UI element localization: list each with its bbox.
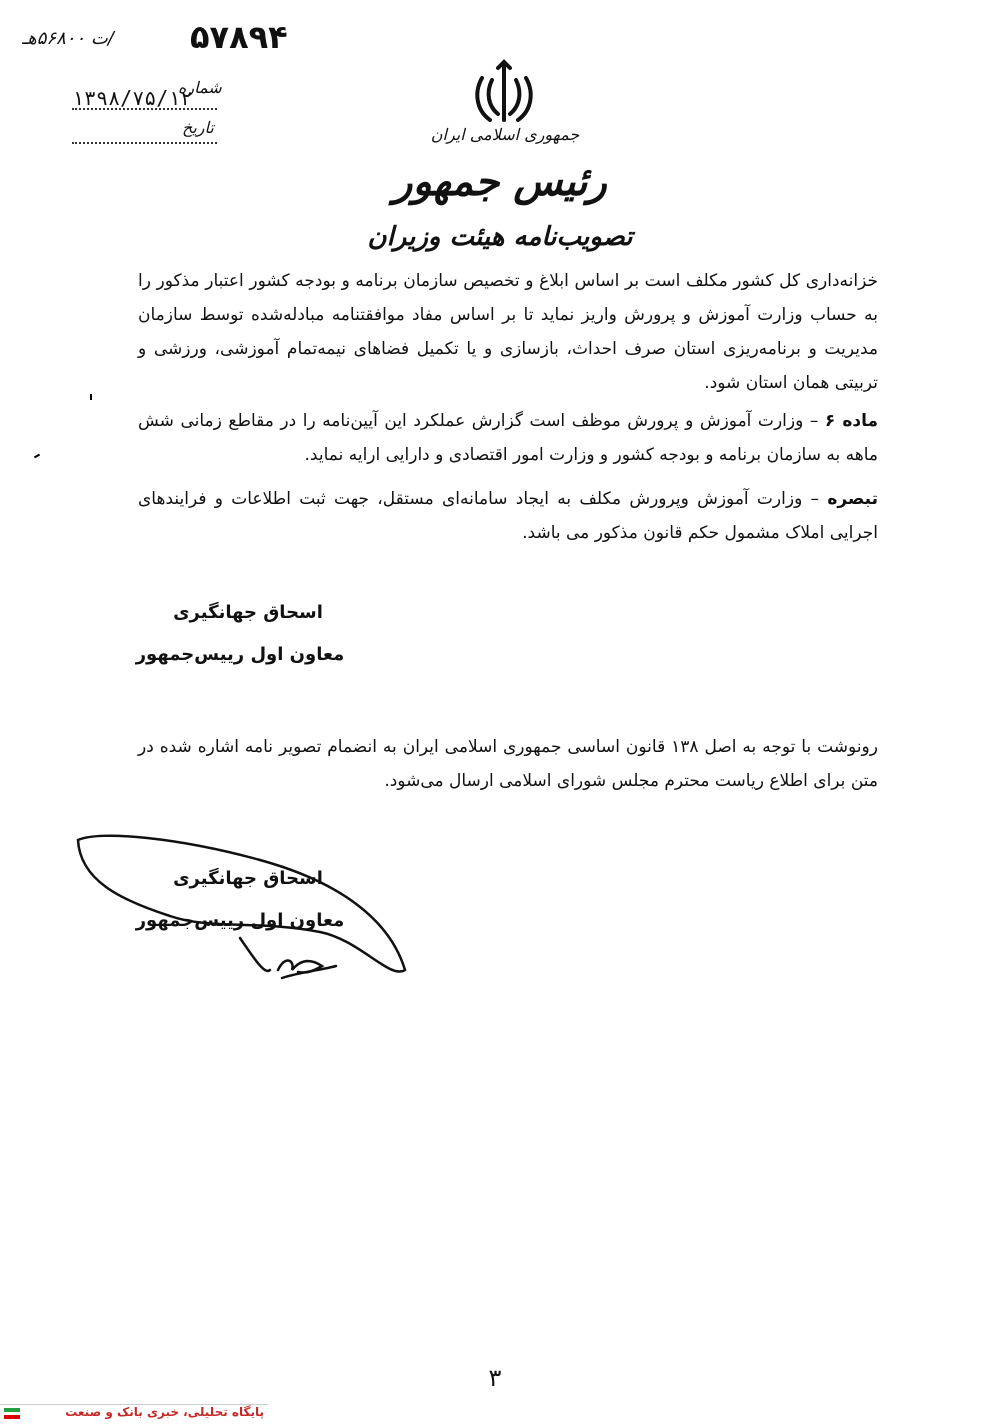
reference-code: /ت ۵۶۸۰۰هـ bbox=[22, 28, 114, 49]
paragraph-article-6 bbox=[138, 404, 878, 472]
date-dotted-line bbox=[72, 142, 217, 144]
note-text: – وزارت آموزش وپرورش مکلف به ایجاد سامانه‌ای مستقل، جهت ثبت اطلاعات و فرایندهای اجرایی املاک مشمول حکم قانون مذکور می باشد. bbox=[138, 489, 878, 543]
article-6-text: – وزارت آموزش و پرورش موظف است گزارش عملکرد این آیین‌نامه را در مقاطع زمانی شش ماهه به سازمان برنامه و بودجه کشور و وزارت امور اقتصادی و دارایی ارایه نماید. bbox=[138, 411, 878, 465]
handwritten-signature bbox=[60, 820, 420, 990]
number-value: ۱۳۹۸/۷۵/۱۲ bbox=[72, 86, 193, 110]
flag-icon bbox=[4, 1408, 20, 1419]
article-6-heading: ماده ۶ bbox=[824, 411, 878, 431]
source-banner-text[interactable]: پایگاه تحلیلی، خبری بانک و صنعت bbox=[65, 1405, 264, 1419]
iran-emblem-icon bbox=[468, 58, 540, 130]
number-dotted-line bbox=[72, 108, 217, 110]
note-heading: تبصره bbox=[827, 489, 878, 509]
signatory-title: معاون اول رییس‌جمهور bbox=[135, 644, 345, 665]
paragraph-note bbox=[138, 482, 878, 550]
document-number: ۵۷۸۹۴ bbox=[190, 18, 288, 56]
stray-mark bbox=[90, 394, 92, 400]
stray-mark bbox=[34, 454, 40, 459]
signatory-title-copy: معاون اول رییس‌جمهور bbox=[135, 910, 345, 931]
republic-name: جمهوری اسلامی ایران bbox=[430, 125, 580, 144]
page-number: ۳ bbox=[488, 1364, 502, 1392]
paragraph-allocation: خزانه‌داری کل کشور مکلف است بر اساس ابلاغ و تخصیص سازمان برنامه و بودجه کشور اعتبار مذکور را به حساب وزارت آموزش و پرورش واریز نماید تا بر اساس مفاد موافقتنامه مبادله‌شده توسط سازمان مدیریت و برنامه‌ریزی استان صرف احداث، بازسازی و یا تکمیل فضاهای نیمه‌تمام آموزشی، ورزشی و تربیتی همان استان شود. bbox=[138, 271, 878, 393]
resolution-title: تصویب‌نامه هیئت وزیران bbox=[367, 222, 633, 252]
paragraph-copy-notice: رونوشت با توجه به اصل ۱۳۸ قانون اساسی جمهوری اسلامی ایران به انضمام تصویر نامه اشاره شده در متن برای اطلاع ریاست محترم مجلس شورای اسلامی ارسال می‌شود. bbox=[138, 737, 878, 791]
office-title: رئیس جمهور bbox=[393, 158, 607, 205]
signatory-name-copy: اسحاق جهانگیری bbox=[173, 868, 323, 889]
number-label: شماره bbox=[178, 78, 222, 97]
signatory-name: اسحاق جهانگیری bbox=[173, 602, 323, 623]
date-label: تاریخ bbox=[182, 118, 214, 137]
